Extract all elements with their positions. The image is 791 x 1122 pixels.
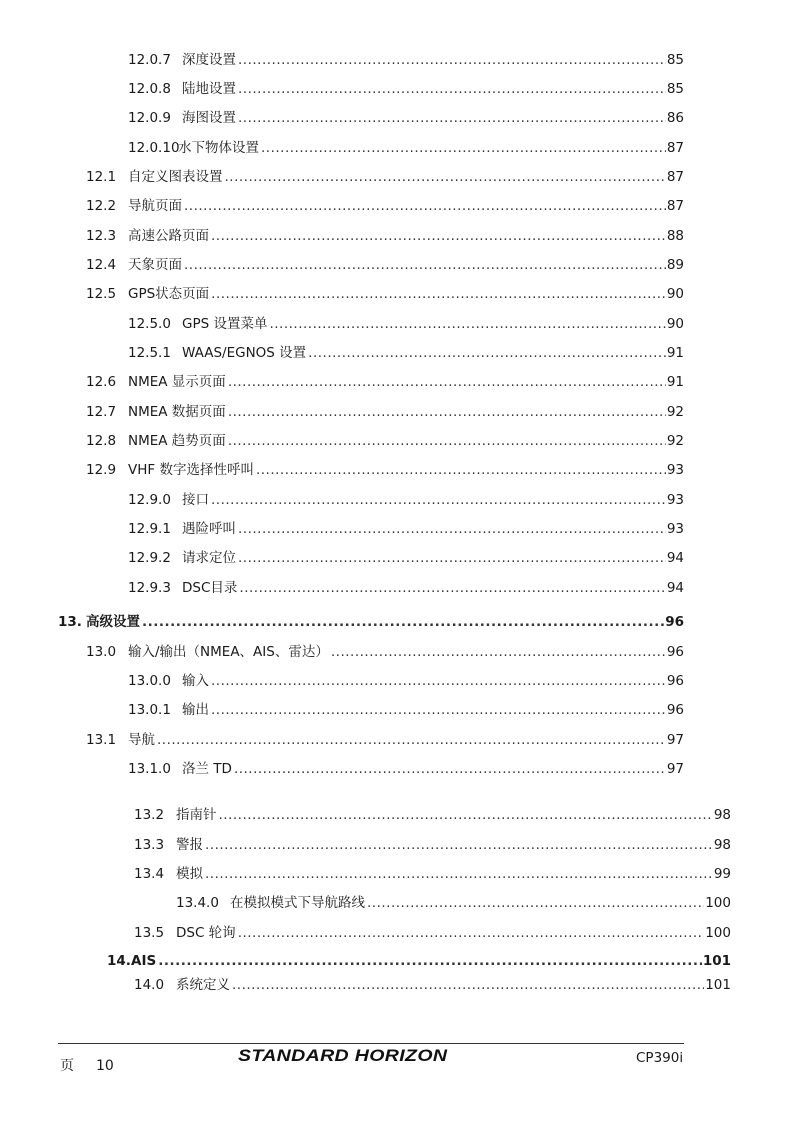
toc-entry-page: 100 [705,895,731,911]
dot-leader [238,109,666,127]
dot-leader [238,51,666,69]
toc-entry[interactable] [86,461,684,479]
toc-entry[interactable] [128,139,684,157]
dot-leader [205,836,713,854]
toc-entry-number: 12.0.10 [128,140,180,156]
toc-entry[interactable] [86,432,684,450]
toc-entry-page: 90 [666,286,684,302]
footer-page-number [60,1055,136,1075]
toc-entry-title: 高速公路页面 [128,228,209,244]
dot-leader [184,256,666,274]
toc-entry-title: DSC目录 [182,580,238,596]
dot-leader [228,403,666,421]
toc-entry-title: DSC 轮询 [176,925,236,941]
toc-entry-number: 12.0.9 [128,110,171,126]
toc-entry-page: 101 [705,977,731,993]
toc-entry-number: 12.1 [86,169,117,185]
brand-logo: STANDARD HORIZON [238,1046,448,1065]
toc-entry-title: WAAS/EGNOS 设置 [182,345,307,361]
dot-leader [158,952,702,970]
page-label: 页 [60,1058,74,1074]
toc-entry-title: 输入 [182,673,209,689]
toc-entry-page: 92 [666,404,684,420]
toc-entry-page: 87 [666,169,684,185]
toc-entry-page: 87 [666,198,684,214]
toc-entry-title: GPS状态页面 [128,286,210,302]
toc-entry-page: 96 [666,644,684,660]
toc-entry[interactable] [128,315,684,333]
toc-entry-number: 13.1.0 [128,761,171,777]
toc-entry[interactable] [86,197,684,215]
toc-entry-title: 遇险呼叫 [182,521,236,537]
toc-entry[interactable] [128,549,684,567]
dot-leader [234,760,666,778]
toc-entry-number: 12.0.7 [128,52,171,68]
toc-entry-title: NMEA 数据页面 [128,404,226,420]
dot-leader [239,579,665,597]
toc-entry-page: 88 [666,228,684,244]
toc-entry-title: 请求定位 [182,550,236,566]
toc-entry-page: 87 [666,140,684,156]
toc-entry-page: 98 [713,807,731,823]
dot-leader [331,643,666,661]
dot-leader [228,432,666,450]
toc-entry-page: 93 [666,462,684,478]
model-name: CP390i [636,1050,684,1066]
toc-entry-number: 13.5 [134,925,165,941]
toc-entry[interactable] [128,520,684,538]
toc-entry-number: 12.4 [86,257,117,273]
toc-entry-title: 在模拟模式下导航路线 [230,895,365,911]
toc-entry[interactable] [128,344,684,362]
toc-entry-title: 洛兰 TD [182,761,232,777]
toc-entry-title: GPS 设置菜单 [182,316,268,332]
toc-entry[interactable] [134,806,731,824]
toc-entry-number: 12.5.0 [128,316,171,332]
dot-leader [308,344,666,362]
toc-entry[interactable] [128,109,684,127]
page-number: 10 [96,1058,114,1074]
dot-leader [238,80,666,98]
toc-entry[interactable] [134,865,731,883]
dot-leader [211,701,666,719]
toc-entry[interactable] [128,701,684,719]
dot-leader [238,520,666,538]
toc-entry-page: 97 [666,732,684,748]
toc-entry-number: 13.4 [134,866,165,882]
dot-leader [228,373,666,391]
toc-entry-number: 12.3 [86,228,117,244]
toc-entry-page: 85 [666,52,684,68]
toc-entry[interactable] [128,579,684,597]
dot-leader [211,491,666,509]
toc-entry[interactable] [128,760,684,778]
toc-entry-number: 12.0.8 [128,81,171,97]
toc-entry-page: 93 [666,521,684,537]
dot-leader [184,197,666,215]
toc-entry-title: AIS [131,953,157,969]
toc-entry-title: 输出 [182,702,209,718]
dot-leader [238,924,705,942]
toc-entry[interactable] [86,731,684,749]
toc-entry-title: 系统定义 [176,977,230,993]
dot-leader [157,731,666,749]
toc-entry-title: 海图设置 [182,110,236,126]
toc-entry-page: 92 [666,433,684,449]
toc-entry[interactable] [128,80,684,98]
toc-entry-page: 98 [713,837,731,853]
toc-entry-page: 97 [666,761,684,777]
toc-entry-title: 导航 [128,732,155,748]
footer-divider [58,1043,684,1044]
toc-entry-title: 水下物体设置 [178,140,259,156]
toc-entry-page: 96 [665,614,684,630]
toc-entry-page: 86 [666,110,684,126]
toc-entry-title: 陆地设置 [182,81,236,97]
toc-entry-title: 模拟 [176,866,203,882]
dot-leader [142,613,664,631]
toc-entry-title: NMEA 趋势页面 [128,433,226,449]
toc-entry[interactable] [128,51,684,69]
toc-entry-title: NMEA 显示页面 [128,374,226,390]
toc-entry-number: 14.0 [134,977,165,993]
toc-entry-title: VHF 数字选择性呼叫 [128,462,254,478]
toc-entry-page: 96 [666,702,684,718]
toc-entry-page: 90 [666,316,684,332]
dot-leader [219,806,713,824]
toc-entry-title: 接口 [182,492,209,508]
toc-entry-title: 输入/输出（NMEA、AIS、雷达） [128,644,329,660]
dot-leader [211,672,666,690]
toc-entry-number: 14. [107,953,131,969]
toc-entry[interactable] [86,227,684,245]
toc-entry[interactable] [134,924,731,942]
dot-leader [238,549,666,567]
toc-entry-number: 12.9.3 [128,580,171,596]
toc-entry-title: 深度设置 [182,52,236,68]
toc-entry-page: 91 [666,345,684,361]
toc-entry-title: 指南针 [176,807,217,823]
toc-entry-number: 12.5 [86,286,117,302]
toc-entry-title: 警报 [176,837,203,853]
toc-entry-number: 13.4.0 [176,895,219,911]
toc-entry-number: 12.5.1 [128,345,171,361]
toc-entry[interactable] [86,403,684,421]
toc-entry-number: 13.2 [134,807,165,823]
toc-entry[interactable] [128,491,684,509]
toc-entry[interactable] [134,976,731,994]
toc-entry-page: 91 [666,374,684,390]
toc-entry-page: 94 [666,550,684,566]
dot-leader [232,976,704,994]
toc-entry-title: 自定义图表设置 [128,169,223,185]
toc-entry-number: 13.0 [86,644,117,660]
toc-entry-title: 高级设置 [86,614,140,630]
toc-entry-page: 93 [666,492,684,508]
toc-entry-page: 100 [705,925,731,941]
toc-entry-number: 12.2 [86,198,117,214]
toc-entry[interactable] [86,285,684,303]
dot-leader [211,285,666,303]
toc-entry-number: 13.0.1 [128,702,171,718]
toc-entry-number: 12.9.0 [128,492,171,508]
toc-entry[interactable] [128,672,684,690]
toc-entry[interactable] [86,256,684,274]
toc-entry-number: 13. [58,614,82,630]
toc-entry[interactable] [176,894,731,912]
toc-entry-page: 94 [666,580,684,596]
toc-entry[interactable] [86,643,684,661]
toc-entry-number: 12.7 [86,404,117,420]
toc-entry-number: 13.1 [86,732,117,748]
dot-leader [367,894,704,912]
toc-entry-title: 天象页面 [128,257,182,273]
toc-entry[interactable] [134,836,731,854]
toc-chapter-entry[interactable] [107,952,731,970]
toc-entry-number: 12.6 [86,374,117,390]
toc-entry-number: 13.0.0 [128,673,171,689]
toc-entry-number: 12.9 [86,462,117,478]
toc-entry-page: 99 [713,866,731,882]
toc-entry-number: 12.9.1 [128,521,171,537]
dot-leader [225,168,666,186]
toc-entry-page: 89 [666,257,684,273]
toc-entry-page: 85 [666,81,684,97]
toc-entry[interactable] [86,373,684,391]
dot-leader [261,139,666,157]
dot-leader [211,227,666,245]
toc-entry[interactable] [86,168,684,186]
toc-entry-number: 12.9.2 [128,550,171,566]
dot-leader [256,461,666,479]
toc-entry-number: 13.3 [134,837,165,853]
toc-entry-page: 96 [666,673,684,689]
toc-entry-title: 导航页面 [128,198,182,214]
toc-entry-page: 101 [702,953,731,969]
toc-chapter-entry[interactable] [58,613,684,631]
dot-leader [269,315,665,333]
dot-leader [205,865,713,883]
toc-entry-number: 12.8 [86,433,117,449]
